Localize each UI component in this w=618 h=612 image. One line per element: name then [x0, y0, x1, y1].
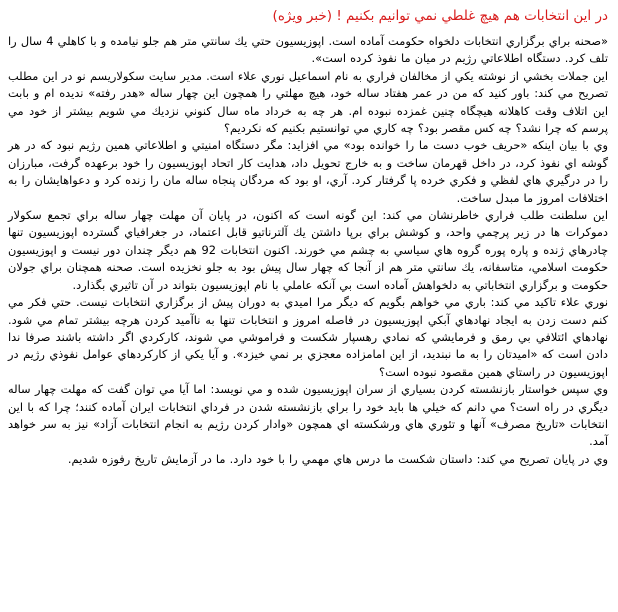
article-paragraph: وي سپس خواستار بازنشسته كردن بسياري از سران اپوزيسيون شده و مي نويسد: اما آيا مي توان گفت كه مهلت چهار ساله ديگري در راه است؟ مي دانم كه خيلي ها بايد خود را براي بازنشسته شدن در فرداي انتخابات ايران آماده كنند؛ چرا كه با اين انتخابات «تاريخ مصرف» آنها و تئوري هاي ورشكسته اي همچون «وادار كردن رژيم به انجام انتخابات آزاد» نيز به سر خواهد آمد. — [8, 382, 608, 449]
article-paragraph: «صحنه براي برگزاري انتخابات دلخواه حكومت آماده است. اپوزيسيون حتي يك سانتي متر هم جلو نيامده و با كاهلي 4 سال را تلف كرد. دستگاه اطلاعاتي رژيم در ميان ما نفوذ كرده است». — [8, 34, 608, 66]
article-paragraph: نوري علاء تاكيد مي كند: باري مي خواهم بگويم كه ديگر مرا اميدي به دوران پيش از برگزاري انتخابات نيست. حتي فكر مي كنم دست زدن به ايجاد نهادهاي آبكي اپوزيسيون در فاصله امروز و انتخابات تنها به ناآميد كردن هرچه بيشتر تمام مي شود. نهادهاي ائتلافي بي رمق و فرمايشي كه نمادي رهسپار شكست و فراموشي مي شوند، كاركردي اگر داشته باشند صرفا ندا دادن است كه «اميدتان را به ما نبنديد، از اين امامزاده معجزي بر نمي خيزد». و آيا يكي از كاركردهاي عوامل نفوذي رژيم در اپوزيسيون در راستاي همين مقصود نبوده است؟ — [8, 295, 608, 379]
article-headline: در اين انتخابات هم هيچ غلطي نمي توانيم بكنيم ! (خبر ويژه) — [272, 8, 608, 24]
article-paragraph: وي با بيان اينكه «حريف خوب دست ما را خوانده بود» مي افزايد: مگر دستگاه امنيتي و اطلاعاتي همين رژيم نبود كه در هر گوشه اي نفوذ كرد، در داخل قهرمان ساخت و به خارج تحويل داد، هدايت كار اتحاد اپوزيسيون را خود برعهده گرفت، مبارزان را در درگيري هاي لفظي و فكري خرده پا گرفتار كرد. آري، او بود كه مردگان پنجاه ساله مان را زنده كرد و دعواهايشان را به اختلافات امروز ما مبدل ساخت. — [8, 138, 608, 205]
article-body — [8, 33, 608, 468]
article-paragraph: اين جملات بخشي از نوشته يكي از مخالفان فراري به نام اسماعيل نوري علاء است. مدير سايت سكولاريسم نو در اين مطلب تصريح مي كند: باور كنيد كه من در عمر هفتاد ساله خود، هيچ مهلتي را همچون اين چهار ساله «هدر رفته» نديده ام و بابت اين اتلاف وقت كاهلانه هيچگاه چنين غمزده نبوده ام. هر چه به خرداد ماه سال كنوني نزديك مي شويم بيشتر از خود مي پرسم كه چرا نشد؟ چه كس مقصر بود؟ چه كاري مي توانستيم بكنيم كه نكرديم؟ — [8, 68, 608, 136]
article-paragraph: اين سلطنت طلب فراري خاطرنشان مي كند: اين گونه است كه اكنون، در پايان آن مهلت چهار ساله براي تجمع سكولار دموكرات ها در زير پرچمي واحد، و كوشش براي برپا داشتن يك آلترناتيو قابل اعتماد، در جغرافياي گسترده اپوزيسيون تنها چادرهاي ژنده و پاره پوره گروه هاي سياسي به چشم مي خورند. اكنون انتخابات 92 هم ديگر چندان دور نيست و اپوزيسيون حكومت اسلامي، متاسفانه، يك سانتي متر هم از آنجا كه چهار سال پيش بود به جلو نخزيده است. صحنه همچنان براي جولان حكومت و برگزاري انتخاباتي به دلخواهش آماده است بي آنكه عاملي با نام اپوزيسيون بتواند در آن تاثيري بگذارد. — [8, 208, 608, 292]
article-paragraph: وي در پايان تصريح مي كند: داستان شكست ما درس هاي مهمي را با خود دارد. ما در آزمايش تاريخ رفوزه شديم. — [67, 451, 608, 466]
